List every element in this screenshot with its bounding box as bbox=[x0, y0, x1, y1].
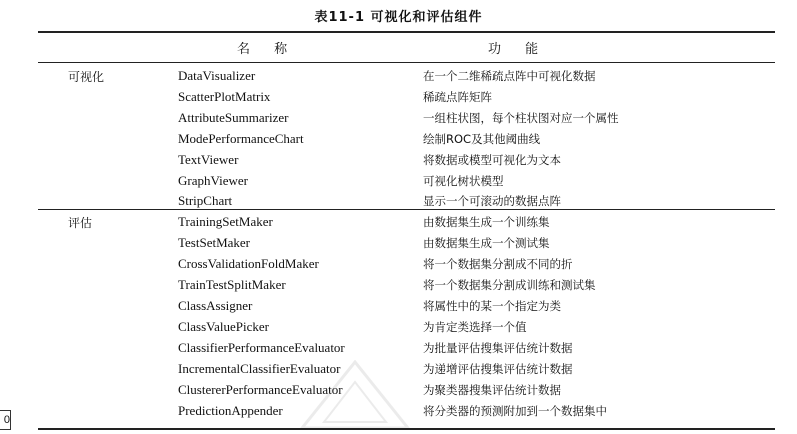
table-row bbox=[0, 171, 797, 191]
component-name: AttributeSummarizer bbox=[178, 110, 289, 125]
component-name: ClassValuePicker bbox=[178, 319, 269, 334]
component-description: 为递增评估搜集评估统计数据 bbox=[423, 362, 573, 376]
column-header-function: 功 能 bbox=[488, 42, 549, 57]
component-description: 将数据或模型可视化为文本 bbox=[423, 153, 561, 167]
table-row bbox=[0, 254, 797, 274]
watermark-icon bbox=[300, 360, 410, 430]
component-name: ClassifierPerformanceEvaluator bbox=[178, 340, 345, 355]
component-description: 绘制ROC及其他阈曲线 bbox=[423, 132, 541, 146]
component-name: PredictionAppender bbox=[178, 403, 283, 418]
table-row bbox=[0, 87, 797, 107]
component-description: 在一个二维稀疏点阵中可视化数据 bbox=[423, 69, 596, 83]
table-row bbox=[0, 191, 797, 211]
component-description: 由数据集生成一个训练集 bbox=[423, 215, 550, 229]
component-description: 为肯定类选择一个值 bbox=[423, 320, 527, 334]
component-name: TrainTestSplitMaker bbox=[178, 277, 286, 292]
component-name: ClassAssigner bbox=[178, 298, 253, 313]
table-row bbox=[0, 212, 797, 232]
table-row bbox=[0, 275, 797, 295]
component-name: TrainingSetMaker bbox=[178, 214, 273, 229]
component-name: CrossValidationFoldMaker bbox=[178, 256, 319, 271]
component-description: 将一个数据集分割成不同的折 bbox=[423, 257, 573, 271]
component-description: 显示一个可滚动的数据点阵 bbox=[423, 194, 561, 208]
bottom-rule bbox=[38, 428, 775, 430]
category-label: 可视化 bbox=[68, 70, 105, 84]
component-description: 一组柱状图，每个柱状图对应一个属性 bbox=[423, 111, 619, 125]
component-name: GraphViewer bbox=[178, 173, 248, 188]
component-name: ScatterPlotMatrix bbox=[178, 89, 271, 104]
column-header-name: 名 称 bbox=[237, 42, 298, 57]
top-rule bbox=[38, 31, 775, 33]
component-description: 可视化树状模型 bbox=[423, 174, 504, 188]
component-name: TextViewer bbox=[178, 152, 239, 167]
component-description: 将属性中的某一个指定为类 bbox=[423, 299, 561, 313]
table-row bbox=[0, 150, 797, 170]
table-title: 表11-1 可视化和评估组件 bbox=[314, 10, 483, 25]
table-row bbox=[0, 317, 797, 337]
table-row bbox=[0, 108, 797, 128]
component-name: IncrementalClassifierEvaluator bbox=[178, 361, 341, 376]
component-description: 稀疏点阵矩阵 bbox=[423, 90, 492, 104]
component-description: 由数据集生成一个测试集 bbox=[423, 236, 550, 250]
header-rule bbox=[38, 62, 775, 63]
component-name: ModePerformanceChart bbox=[178, 131, 304, 146]
component-description: 将分类器的预测附加到一个数据集中 bbox=[423, 404, 607, 418]
component-description: 为批量评估搜集评估统计数据 bbox=[423, 341, 573, 355]
group-divider bbox=[38, 209, 775, 210]
component-name: StripChart bbox=[178, 193, 233, 208]
component-name: DataVisualizer bbox=[178, 68, 256, 83]
table-row bbox=[0, 66, 797, 86]
component-name: TestSetMaker bbox=[178, 235, 251, 250]
table-row bbox=[0, 233, 797, 253]
component-description: 将一个数据集分割成训练和测试集 bbox=[423, 278, 596, 292]
page-number: 0 bbox=[0, 410, 11, 430]
category-label: 评估 bbox=[68, 216, 93, 230]
component-name: ClustererPerformanceEvaluator bbox=[178, 382, 343, 397]
component-description: 为聚类器搜集评估统计数据 bbox=[423, 383, 561, 397]
table-row bbox=[0, 296, 797, 316]
table-row bbox=[0, 338, 797, 358]
table-row bbox=[0, 129, 797, 149]
